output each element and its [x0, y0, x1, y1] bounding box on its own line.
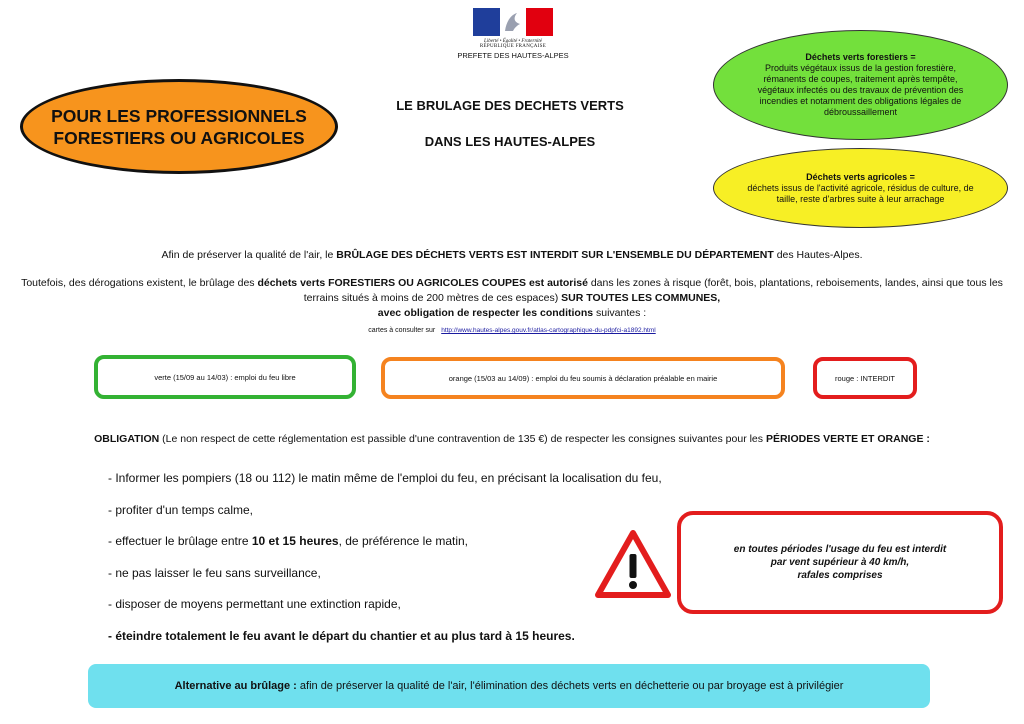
rule-item: - disposer de moyens permettant une extinction rapide,: [108, 597, 401, 611]
obligation-paragraph: [0, 433, 1024, 445]
derogation-text-e: avec obligation de respecter les conditions: [377, 307, 594, 319]
rule-item: - profiter d'un temps calme,: [108, 502, 254, 517]
wind-warning-line2: par vent supérieur à 40 km/h,: [770, 557, 910, 568]
rule-item: [108, 533, 668, 565]
intro-text-b: BRÛLAGE DES DÉCHETS VERTS EST INTERDIT SUR L'ENSEMBLE DU DÉPARTEMENT: [336, 249, 774, 261]
period-red-box: [813, 357, 917, 399]
agri-definition-text: déchets issus de l'activité agricole, résidus de culture, de taille, reste d'arbres suite à leur arrachage: [747, 182, 974, 204]
badge-line1: POUR LES PROFESSIONNELS: [51, 105, 307, 126]
alternative-text: afin de préserver la qualité de l'air, l'élimination des déchets verts en déchetterie ou par broyage est à privilégier: [296, 680, 844, 692]
intro-text-c: des Hautes-Alpes.: [773, 249, 863, 261]
page-subtitle: DANS LES HAUTES-ALPES: [424, 134, 596, 149]
period-orange-label: orange (15/03 au 14/09) : emploi du feu soumis à déclaration préalable en mairie: [448, 373, 718, 383]
period-green-label: verte (15/09 au 14/03) : emploi du feu libre: [154, 372, 296, 382]
page-title: LE BRULAGE DES DECHETS VERTS: [396, 98, 624, 113]
period-red-label: rouge : INTERDIT: [834, 373, 895, 383]
republic-label: RÉPUBLIQUE FRANÇAISE: [479, 44, 547, 49]
derogation-text-f: suivantes :: [593, 307, 647, 319]
marianne-flag-icon: [473, 8, 553, 36]
motto: Liberté • Égalité • Fraternité: [484, 39, 542, 44]
badge-line2: FORESTIERS OU AGRICOLES: [53, 127, 305, 148]
forest-definition-text: Produits végétaux issus de la gestion forestière, rémanents de coupes, traitement après tempête, végétaux infectés ou des travaux de prévention des incendies et notamment des obligations légales de débroussaillement: [757, 63, 964, 117]
prefecture-label: PREFETE DES HAUTES-ALPES: [457, 51, 569, 60]
rule-3-text-a: - effectuer le brûlage entre: [108, 534, 252, 548]
rule-item: - ne pas laisser le feu sans surveillance,: [108, 565, 321, 580]
agri-definition-heading: Déchets verts agricoles =: [806, 171, 915, 182]
alternative-banner: [88, 664, 930, 708]
rule-item: - Informer les pompiers (18 ou 112) le matin même de l'emploi du feu, en précisant la localisation du feu,: [108, 471, 662, 485]
obligation-text-a: OBLIGATION: [94, 433, 160, 445]
wind-warning-box: [677, 511, 1003, 614]
maps-line: [0, 327, 1024, 334]
period-orange-box: [381, 357, 785, 399]
professionals-badge: [20, 79, 338, 174]
obligation-text-b: (Le non respect de cette réglementation est passible d'une contravention de 135 €) de respecter les consignes suivantes pour les: [159, 433, 766, 445]
forest-definition-heading: Déchets verts forestiers =: [805, 52, 916, 62]
rules-list: [108, 470, 668, 659]
rule-3-text-b: 10 et 15 heures: [251, 534, 339, 548]
rule-6-text: - éteindre totalement le feu avant le départ du chantier et au plus tard à 15 heures.: [108, 628, 575, 643]
derogation-text-d: SUR TOUTES LES COMMUNES,: [561, 292, 721, 304]
obligation-text-c: PÉRIODES VERTE ET ORANGE :: [765, 433, 930, 445]
alternative-label: Alternative au brûlage :: [174, 680, 297, 692]
prefecture-logo: [457, 8, 569, 60]
maps-link[interactable]: http://www.hautes-alpes.gouv.fr/atlas-cartographique-du-pdpfci-a1892.html: [441, 327, 656, 334]
intro-text-a: Afin de préserver la qualité de l'air, le: [161, 249, 337, 261]
maps-label: cartes à consulter sur: [368, 327, 436, 334]
derogation-text-c: dans les zones à risque (forêt, bois, plantations, reboisements, landes, ainsi que tous les terrains situés à moins de 200 mètres de ces espaces): [303, 277, 1003, 304]
forest-waste-definition: [713, 30, 1008, 140]
agricultural-waste-definition: [713, 148, 1008, 228]
wind-warning-line3: rafales comprises: [797, 570, 883, 581]
rule-3-text-c: , de préférence le matin,: [338, 534, 468, 548]
wind-warning-line1: en toutes périodes l'usage du feu est interdit: [733, 544, 947, 555]
period-green-box: [94, 355, 356, 399]
warning-triangle-icon: [595, 530, 671, 598]
derogation-text-b: déchets verts FORESTIERS OU AGRICOLES COUPES est autorisé: [257, 277, 588, 289]
derogation-paragraph: [10, 276, 1014, 321]
intro-paragraph: [0, 248, 1024, 263]
rule-item: [108, 628, 668, 660]
derogation-text-a: Toutefois, des dérogations existent, le brûlage des: [21, 277, 258, 289]
